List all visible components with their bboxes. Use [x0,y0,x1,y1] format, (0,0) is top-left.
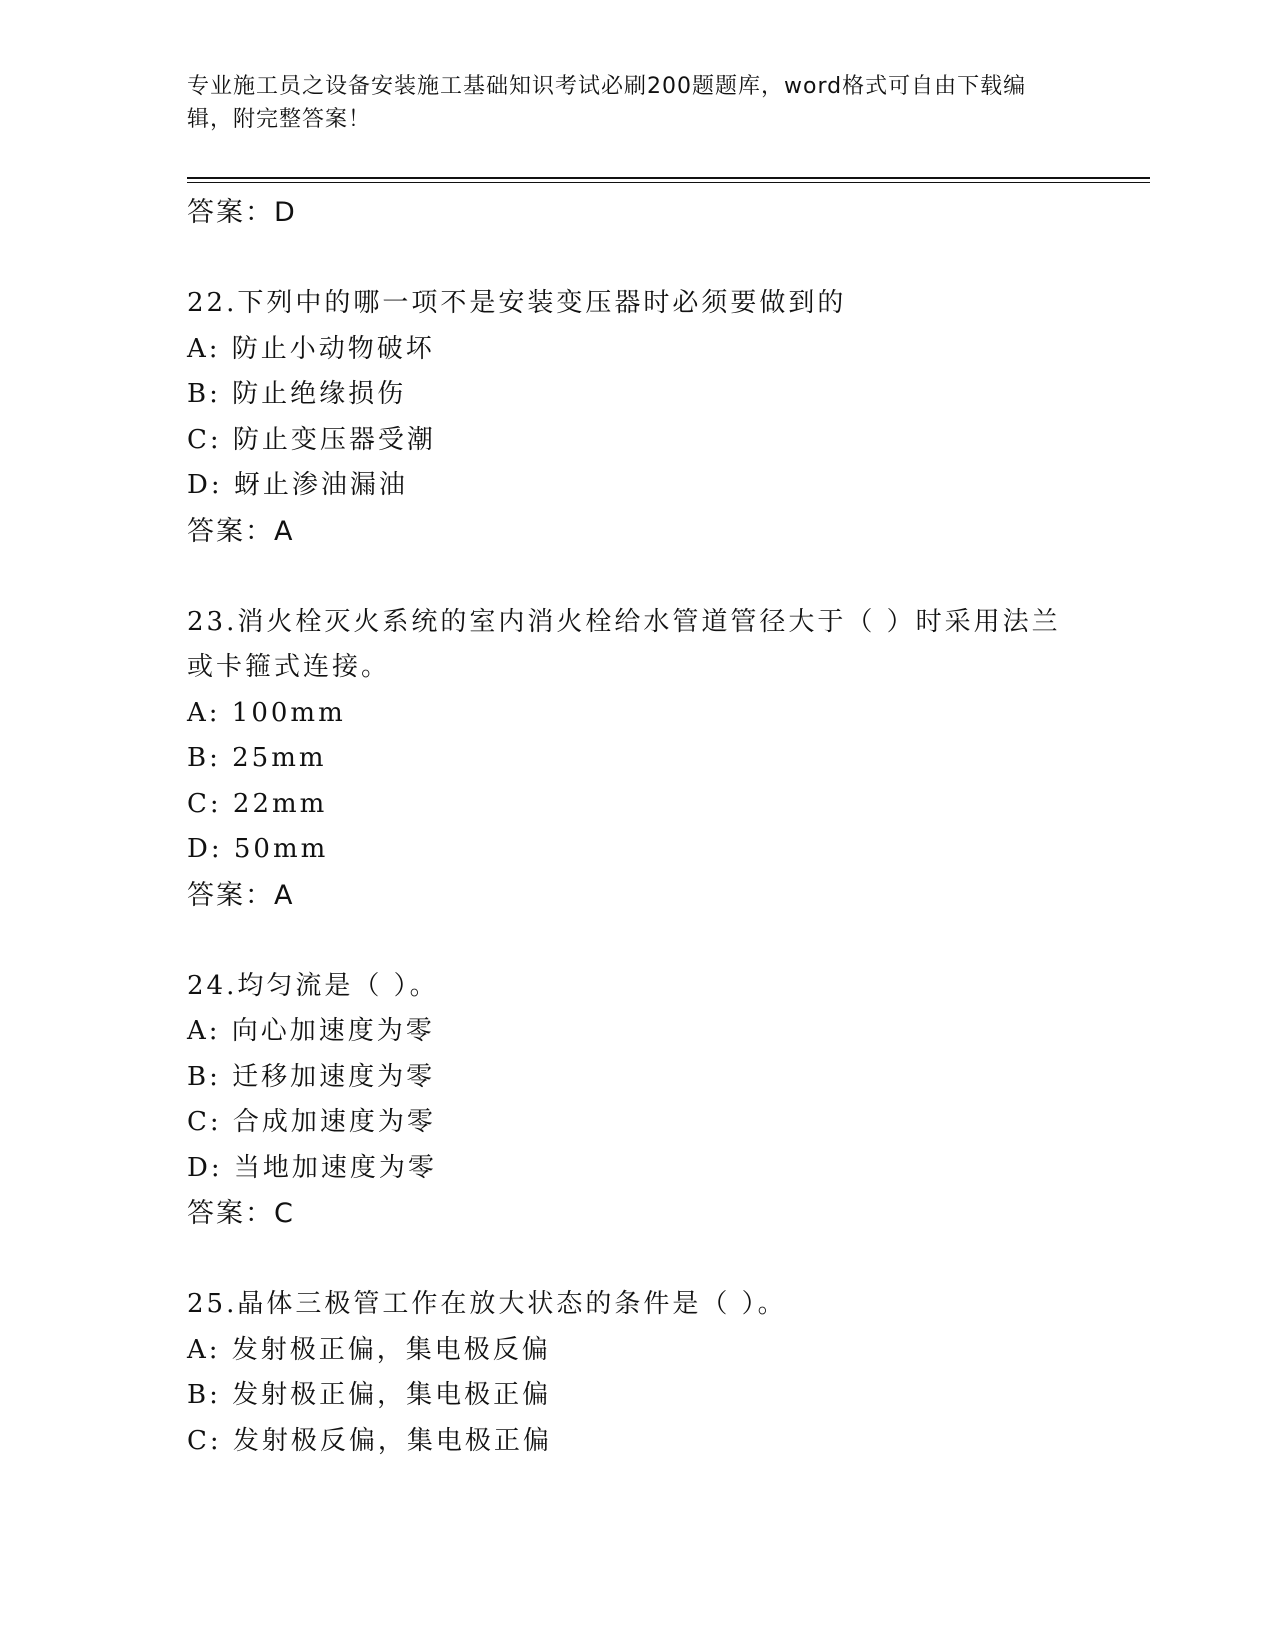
document-title: 专业施工员之设备安装施工基础知识考试必刷200题题库，word格式可自由下载编辑，附完整答案！ [187,74,1027,132]
answer-line: 答案：C [187,1198,295,1229]
question-text: 24.均匀流是（ ）。 [187,970,439,1001]
question-item [187,281,1067,554]
spacer [187,918,1067,964]
option-b: B: 迁移加速度为零 [187,1061,436,1092]
option-a: A: 防止小动物破坏 [187,333,435,364]
option-b: B: 发射极正偏，集电极正偏 [187,1380,552,1410]
question-item [187,1282,1067,1464]
question-text: 25.晶体三极管工作在放大状态的条件是（ ）。 [187,1289,787,1319]
question-text: 22.下列中的哪一项不是安装变压器时必须要做到的 [187,288,847,318]
option-c: C: 防止变压器受潮 [187,424,436,455]
document-header [187,70,1067,136]
option-a: A: 向心加速度为零 [187,1016,435,1046]
option-b: B: 25mm [187,743,327,773]
answer-line: 答案：A [187,515,295,547]
question-item [187,600,1067,919]
answer-line: 答案：D [187,197,297,228]
option-a: A: 发射极正偏，集电极反偏 [187,1334,551,1365]
option-d: D: 蚜止渗油漏油 [187,470,408,500]
option-c: C: 22mm [187,788,328,819]
option-b: B: 防止绝缘损伤 [187,379,407,409]
option-d: D: 50mm [187,834,329,864]
option-a: A: 100mm [187,697,346,728]
question-list [187,190,1067,1464]
question-text: 23.消火栓灭火系统的室内消火栓给水管道管径大于（ ）时采用法兰或卡箍式连接。 [187,606,1061,682]
option-d: D: 当地加速度为零 [187,1152,437,1183]
spacer [187,236,1067,282]
header-divider-thin [187,182,1150,183]
answer-line: 答案：A [187,879,295,911]
header-divider-thick [187,177,1150,179]
option-c: C: 发射极反偏，集电极正偏 [187,1425,552,1456]
option-c: C: 合成加速度为零 [187,1107,436,1137]
question-item [187,964,1067,1237]
spacer [187,1237,1067,1283]
spacer [187,554,1067,600]
